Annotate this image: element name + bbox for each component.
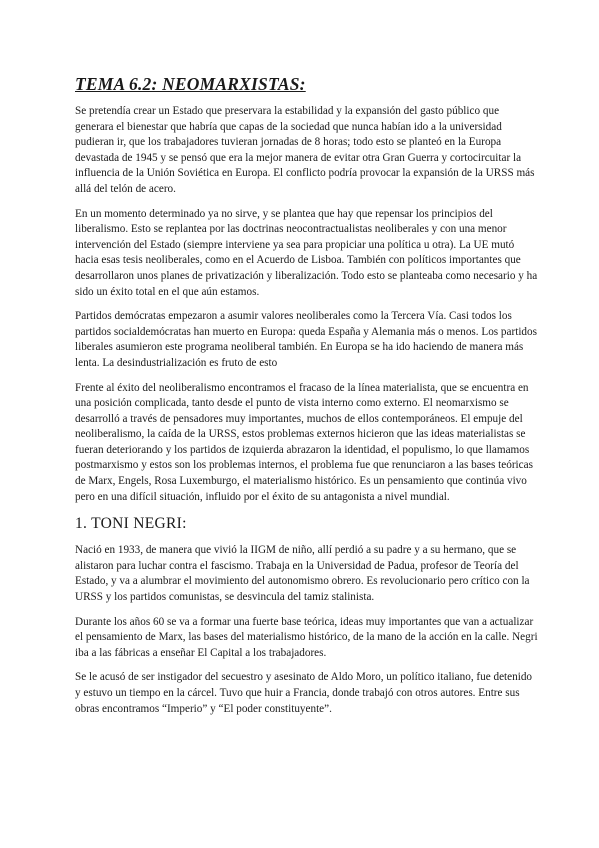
document-title: TEMA 6.2: NEOMARXISTAS: xyxy=(75,74,306,94)
paragraph: Nació en 1933, de manera que vivió la IIGM de niño, allí perdió a su padre y a su hermano, que se alistaron para luchar contra el fascismo. Trabaja en la Universidad de Padua, profesor de Teoría del Estado, y va a alumbrar el movimiento del autonomismo obrero. Es revolucionario pero crítico con la URSS y los partidos comunistas, se desvincula del tamiz stalinista. xyxy=(75,544,530,604)
paragraph: Partidos demócratas empezaron a asumir valores neoliberales como la Tercera Vía. Casi todos los partidos socialdemócratas han muerto en Europa: queda España y Alemania más o menos. Los partidos liberales asumieron este programa neoliberal también. En Europa se ha ido haciendo de manera más lenta. La desindustrialización es fruto de esto xyxy=(75,310,537,369)
paragraph: Durante los años 60 se va a formar una fuerte base teórica, ideas muy importantes que van a actualizar el pensamiento de Marx, las bases del materialismo histórico, de la mano de la acción en la calle. Negri iba a las fábricas a enseñar El Capital a los trabajadores. xyxy=(75,615,538,659)
paragraph: Se pretendía crear un Estado que preservara la estabilidad y la expansión del gasto público que generara el bienestar que habría que capas de la sociedad que nunca habían ido a la universidad pudieran ir, que los trabajadores tuvieran jornadas de 8 horas; todo esto se planteó en la Europa devastada de 1945 y se pensó que era la mejor manera de evitar otra Gran Guerra y cortocircuitar la influencia de la Unión Soviética en Europa. El conflicto podría provocar la expansión de la URSS más allá del telón de acero. xyxy=(75,105,535,195)
paragraph: Se le acusó de ser instigador del secuestro y asesinato de Aldo Moro, un político italiano, fue detenido y estuvo un tiempo en la cárcel. Tuvo que huir a Francia, donde trabajó con otros autores. Entre sus obras encontramos “Imperio” y “El poder constituyente”. xyxy=(75,671,533,715)
paragraph: En un momento determinado ya no sirve, y se plantea que hay que repensar los principios del liberalismo. Esto se replantea por las doctrinas neocontractualistas neoliberales y con una menor intervención del Estado (siempre interviene ya sea para propiciar una política u otra). La UE mutó hacia esas tesis neoliberales, como en el Acuerdo de Lisboa. También con políticos importantes que desarrollaron unos planes de privatización y liberalización. Todo esto se planteaba como necesario y ha sido un éxito total en el que aún estamos. xyxy=(75,207,538,298)
paragraph: Frente al éxito del neoliberalismo encontramos el fracaso de la línea materialista, que se encuentra en una posición complicada, tanto desde el punto de vista interno como externo. El neomarxismo se desarrolló a través de pensadores muy importantes, muchos de ellos contemporáneos. El empuje del neoliberalismo, la caída de la URSS, estos problemas externos hicieron que las ideas materialistas se fueran deteriorando y los partidos de izquierda abrazaron la identidad, el populismo, lo que llamamos postmarxismo y estos son los problemas internos, el problema fue que renunciaron a las bases teóricas de Marx, Engels, Rosa Luxemburgo, el materialismo histórico. Es un pensamiento que continúa vivo pero en una difícil situación, influido por el éxito de su antagonista a nivel mundial. xyxy=(75,381,533,503)
section-heading: 1. TONI NEGRI: xyxy=(75,515,187,533)
